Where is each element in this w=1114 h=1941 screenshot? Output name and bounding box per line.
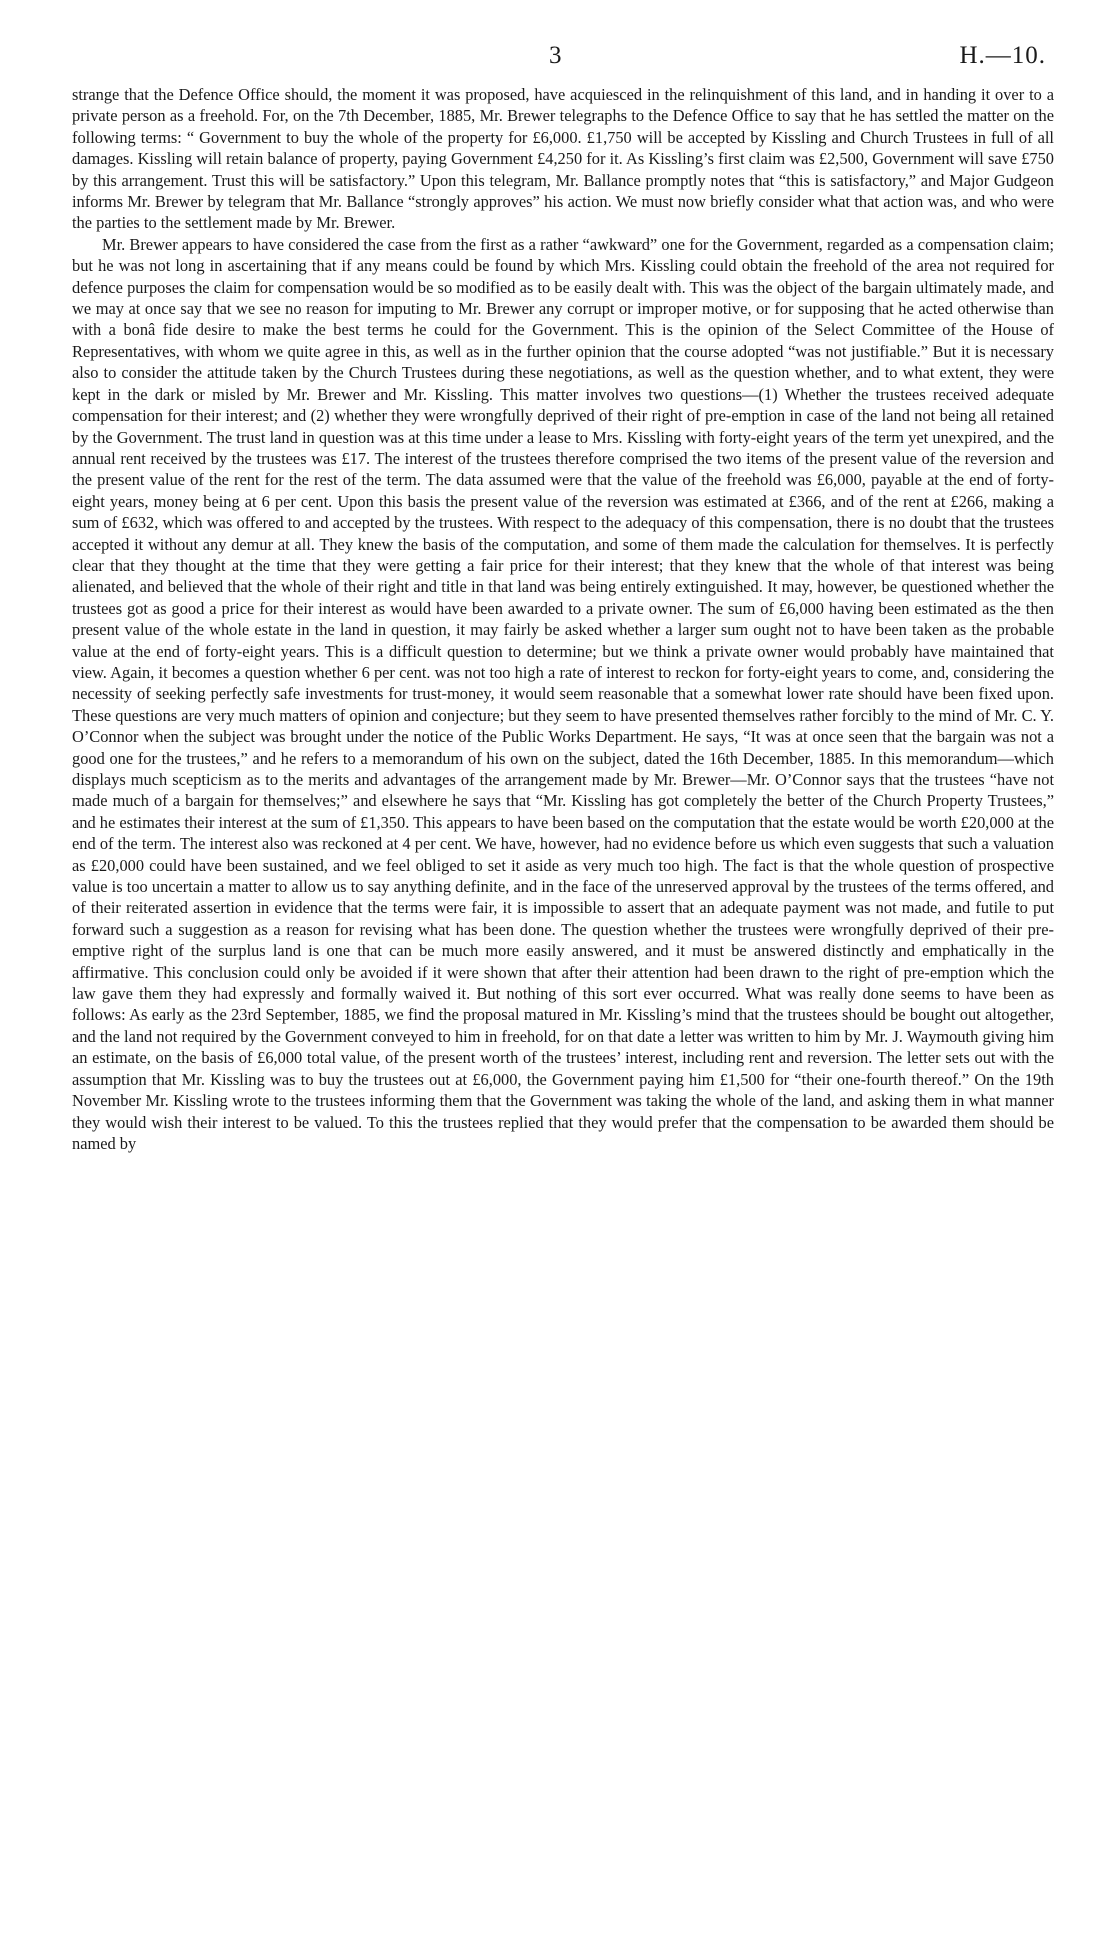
page-number: 3 <box>549 42 562 69</box>
body-text <box>72 84 1054 1154</box>
page-header <box>72 42 1054 82</box>
document-reference: H.—10. <box>959 42 1046 69</box>
paragraph-1: strange that the Defence Office should, the moment it was proposed, have acquiesced in the relinquishment of this land, and in handing it over to a private person as a freehold. For, on the 7th December, 1885, Mr. Brewer telegraphs to the Defence Office to say that he has settled the matter on the following terms: “ Government to buy the whole of the property for £6,000. £1,750 will be accepted by Kissling and Church Trustees in full of all damages. Kissling will retain balance of property, paying Government £4,250 for it. As Kissling’s first claim was £2,500, Government will save £750 by this arrangement. Trust this will be satisfactory.” Upon this telegram, Mr. Ballance promptly notes that “this is satisfactory,” and Major Gudgeon informs Mr. Brewer by telegram that Mr. Ballance “strongly approves” his action. We must now briefly consider what that action was, and who were the parties to the settlement made by Mr. Brewer. <box>72 85 1054 233</box>
paragraph-2: Mr. Brewer appears to have considered the case from the first as a rather “awkward” one for the Government, regarded as a compensation claim; but he was not long in ascertaining that if any means could be found by which Mrs. Kissling could obtain the freehold of the area not required for defence purposes the claim for compensation would be so modified as to be easily dealt with. This was the object of the bargain ultimately made, and we may at once say that we see no reason for imputing to Mr. Brewer any corrupt or improper motive, or for supposing that he acted otherwise than with a bonâ fide desire to make the best terms he could for the Government. This is the opinion of the Select Committee of the House of Representatives, with whom we quite agree in this, as well as in the further opinion that the course adopted “was not justifiable.” But it is necessary also to consider the attitude taken by the Church Trustees during these negotiations, as well as the question whether, and to what extent, they were kept in the dark or misled by Mr. Brewer and Mr. Kissling. This matter involves two questions—(1) Whether the trustees received adequate compensation for their interest; and (2) whether they were wrongfully deprived of their right of pre-emption in case of the land not being all retained by the Government. The trust land in question was at this time under a lease to Mrs. Kissling with forty-eight years of the term yet unexpired, and the annual rent received by the trustees was £17. The interest of the trustees therefore comprised the two items of the present value of the reversion and the present value of the rent for the rest of the term. The data assumed were that the value of the freehold was £6,000, payable at the end of forty-eight years, money being at 6 per cent. Upon this basis the present value of the reversion was estimated at £366, and of the rent at £266, making a sum of £632, which was offered to and accepted by the trustees. With respect to the adequacy of this compensation, there is no doubt that the trustees accepted it without any demur at all. They knew the basis of the computation, and some of them made the calculation for themselves. It is perfectly clear that they thought at the time that they were getting a fair price for their interest; that they knew that the whole of that interest was being alienated, and believed that the whole of their right and title in that land was being entirely extinguished. It may, however, be questioned whether the trustees got as good a price for their interest as would have been awarded to a private owner. The sum of £6,000 having been estimated as the then present value of the whole estate in the land in question, it may fairly be asked whether a larger sum ought not to have been taken as the probable value at the end of forty-eight years. This is a difficult question to determine; but we think a private owner would probably have maintained that view. Again, it becomes a question whether 6 per cent. was not too high a rate of interest to reckon for forty-eight years to come, and, considering the necessity of seeking perfectly safe investments for trust-money, it would seem reasonable that a somewhat lower rate should have been fixed upon. These questions are very much matters of opinion and conjecture; but they seem to have presented themselves rather forcibly to the mind of Mr. C. Y. O’Connor when the subject was brought under the notice of the Public Works Department. He says, “It was at once seen that the bargain was not a good one for the trustees,” and he refers to a memorandum of his own on the subject, dated the 16th December, 1885. In this memorandum—which displays much scepticism as to the merits and advantages of the arrangement made by Mr. Brewer—Mr. O’Connor says that the trustees “have not made much of a bargain for themselves;” and elsewhere he says that “Mr. Kissling has got completely the better of the Church Property Trustees,” and he estimates their interest at the sum of £1,350. This appears to have been based on the computation that the estate would be worth £20,000 at the end of the term. The interest also was reckoned at 4 per cent. We have, however, had no evidence before us which even suggests that such a valuation as £20,000 could have been sustained, and we feel obliged to set it aside as very much too high. The fact is that the whole question of prospective value is too uncertain a matter to allow us to say anything definite, and in the face of the unreserved approval by the trustees of the terms offered, and of their reiterated assertion in evidence that the terms were fair, it is impossible to assert that an adequate payment was not made, and futile to put forward such a suggestion as a reason for revising what has been done. The question whether the trustees were wrongfully deprived of their pre-emptive right of the surplus land is one that can be much more easily answered, and it must be answered distinctly and emphatically in the affirmative. This conclusion could only be avoided if it were shown that after their attention had been drawn to the right of pre-emption which the law gave them they had expressly and formally waived it. But nothing of this sort ever occurred. What was really done seems to have been as follows: As early as the 23rd September, 1885, we find the proposal matured in Mr. Kissling’s mind that the trustees should be bought out altogether, and the land not required by the Government conveyed to him in freehold, for on that date a letter was written to him by Mr. J. Waymouth giving him an estimate, on the basis of £6,000 total value, of the present worth of the trustees’ interest, including rent and reversion. The letter sets out with the assumption that Mr. Kissling was to buy the trustees out at £6,000, the Government paying him £1,500 for “their one-fourth thereof.” On the 19th November Mr. Kissling wrote to the trustees informing them that the Government was taking the whole of the land, and asking them in what manner they would wish their interest to be valued. To this the trustees replied that they would prefer that the compensation to be awarded them should be named by <box>72 234 1054 1153</box>
